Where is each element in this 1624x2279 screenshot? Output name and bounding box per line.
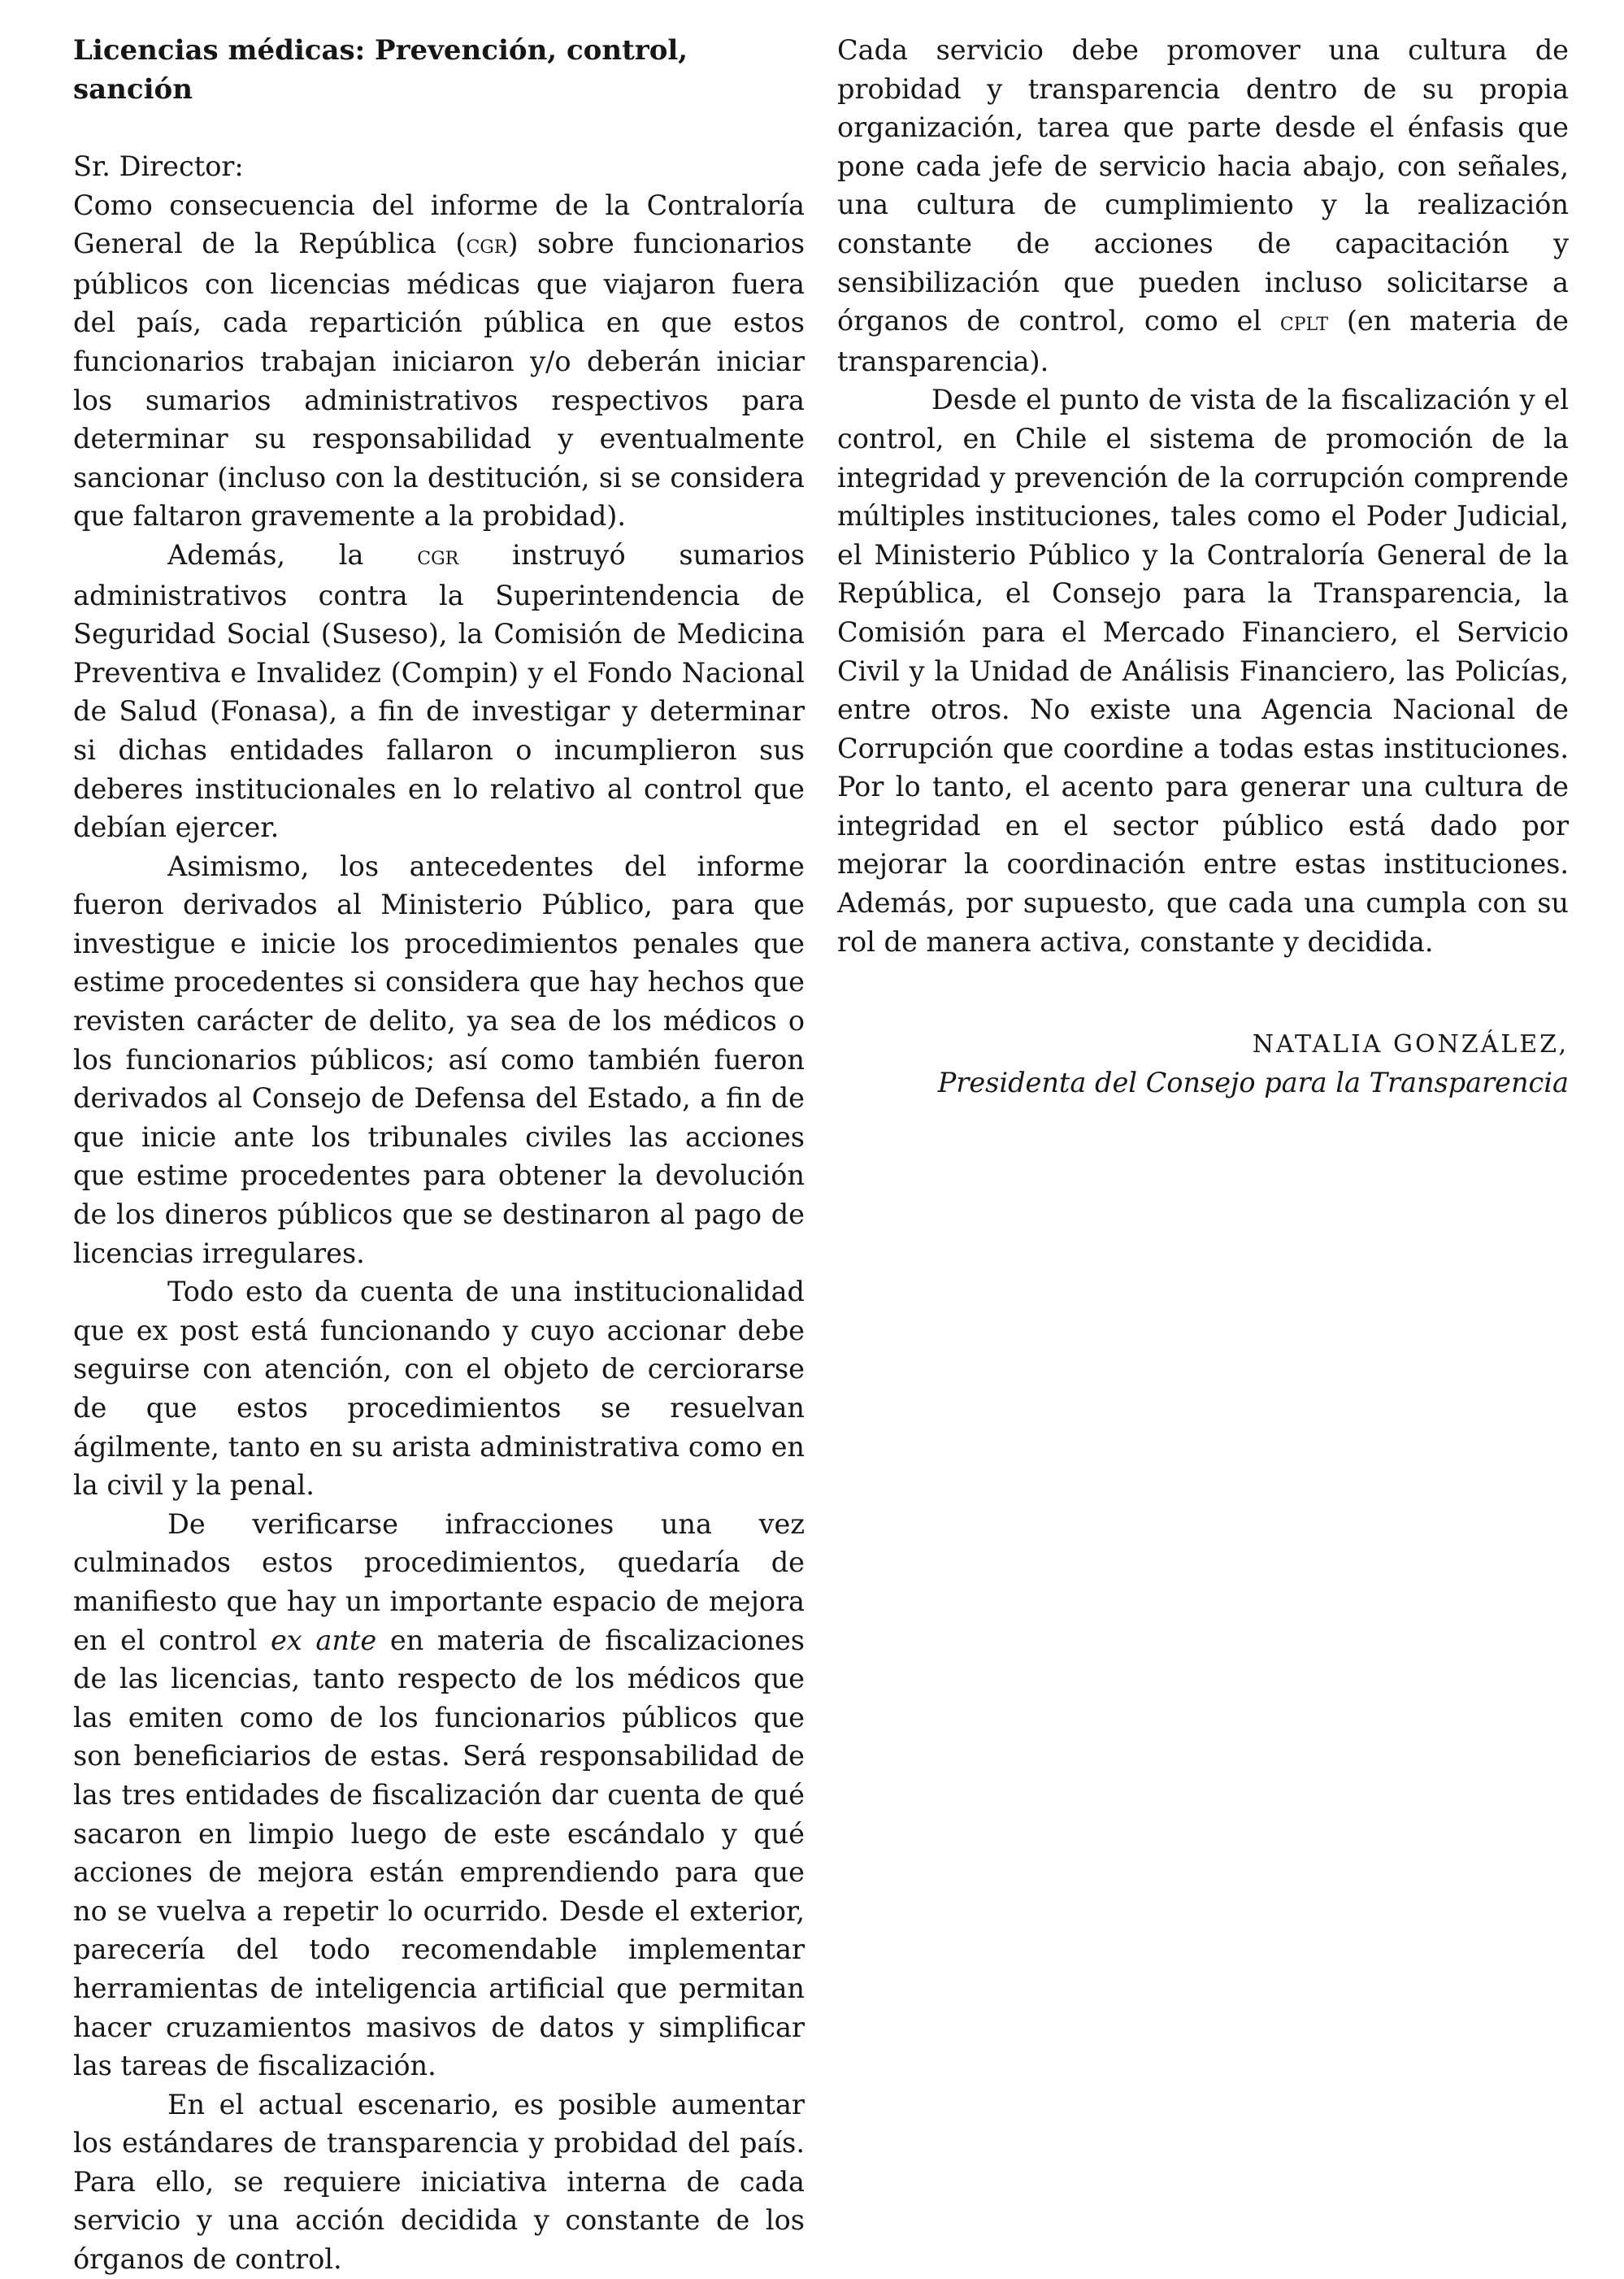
left-column (73, 31, 805, 2279)
paragraph-8: Desde el punto de vista de la fiscalización y el control, en Chile el sistema de promoción de la integridad y prevención de la corrupción comprende múltiples instituciones, tales como el Poder Judicial, el Ministerio Público y la Contraloría General de la República, el Consejo para la Transparencia, la Comisión para el Mercado Financiero, el Servicio Civil y la Unidad de Análisis Financiero, las Policías, entre otros. No existe una Agencia Nacional de Corrupción que coordine a todas estas instituciones. Por lo tanto, el acento para generar una cultura de integridad en el sector público está dado por mejorar la coordinación entre estas instituciones. Además, por supuesto, que cada una cumpla con su rol de manera activa, constante y decidida. (837, 384, 1569, 958)
signature-role: Presidenta del Consejo para la Transparencia (937, 1067, 1569, 1099)
paragraph-4: Todo esto da cuenta de una institucionalidad que ex post está funcionando y cuyo accionar debe seguirse con atención, con el objeto de cerciorarse de que estos procedimientos se resuelvan ágilmente, tanto en su arista administrativa como en la civil y la penal. (73, 1276, 805, 1502)
paragraph-1 (73, 186, 805, 536)
salutation: Sr. Director: (73, 150, 244, 182)
paragraph-1-text-c: ) sobre funcionarios públicos con licencias médicas que viajaron fuera del país, cada repartición pública en que estos funcionarios trabajan iniciaron y/o deberán iniciar los sumarios administrativos respectivos para determinar su responsabilidad y eventualmente sancionar (incluso con la destitución, si se considera que faltaron gravemente a la probidad). (73, 228, 805, 533)
letter-title: Licencias médicas: Prevención, control, sanción (73, 34, 688, 106)
paragraph-2 (73, 536, 805, 847)
paragraph-1-text-a: Como consecuencia del informe de la Contraloría General de la República ( (73, 189, 805, 260)
paragraph-7-text-a: Cada servicio debe promover una cultura de probidad y transparencia dentro de su propia organización, tarea que parte desde el énfasis que pone cada jefe de servicio hacia abajo, con señales, una cultura de cumplimiento y la realización constante de acciones de capacitación y sensibilización que pueden incluso solicitarse a órganos de control, como el (837, 34, 1569, 337)
paragraph-3: Asimismo, los antecedentes del informe fueron derivados al Ministerio Público, para que investigue e inicie los procedimientos penales que estime procedentes si considera que hay hechos que revisten carácter de delito, ya sea de los médicos o los funcionarios públicos; así como también fueron derivados al Consejo de Defensa del Estado, a fin de que inicie ante los tribunales civiles las acciones que estime procedentes para obtener la devolución de los dineros públicos que se destinaron al pago de licencias irregulares. (73, 850, 805, 1269)
acronym-cgr: cgr (466, 230, 508, 260)
paragraph-7-text-c: (en materia de transparencia). (837, 305, 1570, 377)
italic-ex-ante: ex ante (270, 1624, 377, 1656)
acronym-cgr: cgr (417, 541, 459, 571)
right-column (837, 31, 1569, 1103)
paragraph-5-text-c: en materia de fiscalizaciones de las licencias, tanto respecto de los médicos que las emiten como de los funcionarios públicos que son beneficiarios de estas. Será responsabilidad de las tres entidades de fiscalización dar cuenta de qué sacaron en limpio luego de este escándalo y qué acciones de mejora están emprendiendo para que no se vuelva a repetir lo ocurrido. Desde el exterior, parecería del todo recomendable implementar herramientas de inteligencia artificial que permitan hacer cruzamientos masivos de datos y simplificar las tareas de fiscalización. (73, 1624, 805, 2082)
paragraph-5-text-a: De verificarse infracciones una vez culminados estos procedimientos, quedaría de manifiesto que hay un importante espacio de mejora en el control (73, 1507, 805, 1656)
paragraph-2-text-a: Además, la (167, 538, 418, 571)
paragraph-7-continued (837, 31, 1569, 381)
signature-name: NATALIA GONZÁLEZ, (1252, 1030, 1569, 1059)
paragraph-5 (73, 1505, 805, 2085)
paragraph-2-text-c: instruyó sumarios administrativos contra la Superintendencia de Seguridad Social (Suseso), la Comisión de Medicina Preventiva e Invalidez (Compin) y el Fondo Nacional de Salud (Fonasa), a fin de investigar y determinar si dichas entidades fallaron o incumplieron sus deberes institucionales en lo relativo al control que debían ejercer. (73, 538, 805, 844)
acronym-cplt: cplt (1279, 307, 1329, 337)
signature-block (837, 1026, 1569, 1103)
paragraph-6: En el actual escenario, es posible aumentar los estándares de transparencia y probidad del país. Para ello, se requiere iniciativa interna de cada servicio y una acción decidida y constante de los órganos de control. (73, 2088, 805, 2276)
